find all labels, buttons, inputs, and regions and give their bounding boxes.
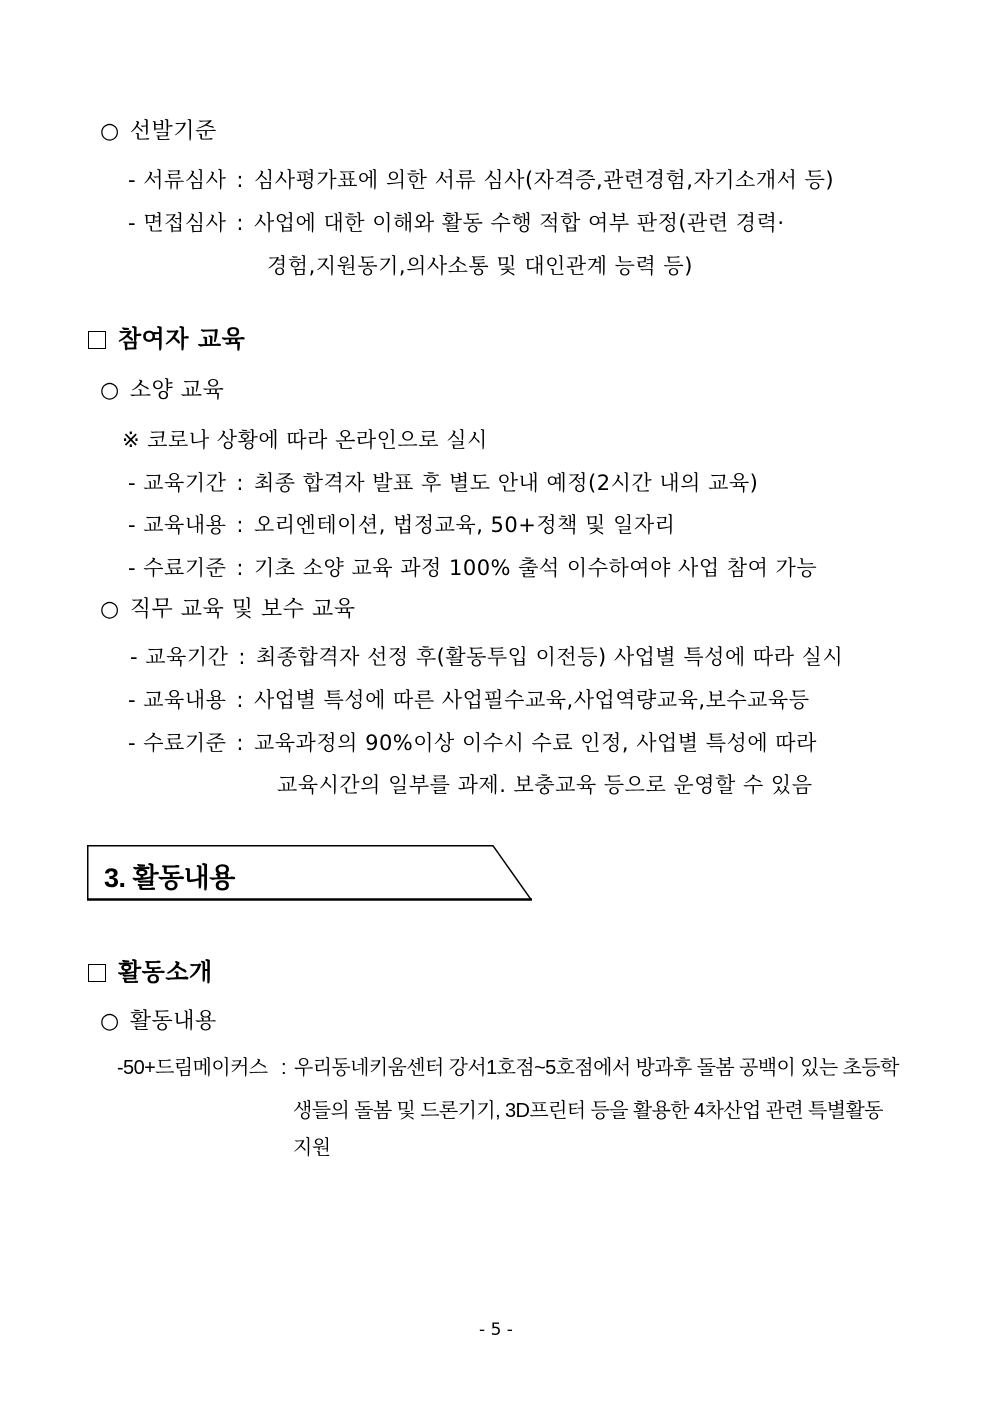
heading-text: 선발기준 bbox=[129, 119, 217, 144]
item-label: - 수료기준 bbox=[128, 731, 227, 755]
item-text: 오리엔테이션, 법정교육, 50+정책 및 일자리 bbox=[253, 513, 676, 537]
heading-text: 직무 교육 및 보수 교육 bbox=[129, 597, 356, 622]
checkbox-square-icon bbox=[88, 331, 106, 349]
item-text: 사업별 특성에 따른 사업필수교육,사업역량교육,보수교육등 bbox=[253, 688, 810, 712]
heading-text: 활동내용 bbox=[129, 1009, 217, 1034]
item-label: - 교육기간 bbox=[128, 471, 227, 495]
basic-education-note: ※ 코로나 상황에 따라 온라인으로 실시 bbox=[122, 428, 488, 452]
item-label: - 서류심사 bbox=[128, 168, 227, 192]
item-label: -50+드림메이커스 bbox=[117, 1057, 268, 1079]
colon: : bbox=[236, 731, 244, 755]
colon: : bbox=[281, 1057, 286, 1079]
selection-criteria-heading bbox=[100, 118, 217, 146]
job-education-completion bbox=[128, 729, 817, 757]
page-number: - 5 - bbox=[479, 1320, 513, 1340]
criteria-item-interview-continuation: 경험,지원동기,의사소통 및 대인관계 능력 등) bbox=[267, 254, 693, 278]
colon: : bbox=[236, 211, 244, 235]
job-education-completion-continuation: 교육시간의 일부를 과제. 보충교육 등으로 운영할 수 있음 bbox=[277, 773, 813, 797]
item-text: 교육과정의 90%이상 이수시 수료 인정, 사업별 특성에 따라 bbox=[253, 731, 817, 755]
basic-education-content bbox=[128, 511, 675, 539]
circle-bullet-icon: ○ bbox=[100, 1009, 120, 1034]
section-3-title: 3. 활동내용 bbox=[104, 863, 235, 893]
job-education-period bbox=[130, 643, 843, 671]
item-label: - 교육내용 bbox=[128, 688, 227, 712]
basic-education-period bbox=[128, 469, 758, 497]
criteria-item-interview bbox=[128, 209, 785, 237]
activity-text-line-2: 생들의 돌봄 및 드론기기, 3D프린터 등을 활용한 4차산업 관련 특별활동 bbox=[293, 1100, 883, 1122]
activity-text-line-3: 지원 bbox=[293, 1137, 331, 1159]
heading-text: 참여자 교육 bbox=[118, 325, 246, 353]
job-education-heading bbox=[100, 596, 355, 624]
activity-item-dreammakers bbox=[117, 1054, 899, 1082]
item-text: 기초 소양 교육 과정 100% 출석 이수하여야 사업 참여 가능 bbox=[253, 556, 818, 580]
item-label: - 교육내용 bbox=[128, 513, 227, 537]
heading-text: 활동소개 bbox=[118, 958, 213, 986]
colon: : bbox=[238, 645, 246, 669]
colon: : bbox=[236, 688, 244, 712]
item-text: 심사평가표에 의한 서류 심사(자격증,관련경험,자기소개서 등) bbox=[253, 168, 835, 192]
section-3-banner bbox=[87, 845, 533, 901]
circle-bullet-icon: ○ bbox=[100, 119, 120, 144]
colon: : bbox=[236, 556, 244, 580]
criteria-item-document bbox=[128, 166, 834, 194]
activity-content-heading bbox=[100, 1008, 217, 1036]
basic-education-heading bbox=[100, 377, 224, 405]
checkbox-square-icon bbox=[88, 964, 106, 982]
item-label: - 수료기준 bbox=[128, 556, 227, 580]
colon: : bbox=[236, 168, 244, 192]
item-text: 우리동네키움센터 강서1호점~5호점에서 방과후 돌봄 공백이 있는 초등학 bbox=[293, 1057, 899, 1079]
basic-education-completion bbox=[128, 554, 817, 582]
item-text: 사업에 대한 이해와 활동 수행 적합 여부 판정(관련 경력· bbox=[253, 211, 785, 235]
colon: : bbox=[236, 471, 244, 495]
colon: : bbox=[236, 513, 244, 537]
item-label: - 교육기간 bbox=[130, 645, 229, 669]
item-text: 최종합격자 선정 후(활동투입 이전등) 사업별 특성에 따라 실시 bbox=[255, 645, 844, 669]
heading-text: 소양 교육 bbox=[129, 378, 225, 403]
circle-bullet-icon: ○ bbox=[100, 597, 120, 622]
job-education-content bbox=[128, 686, 810, 714]
item-text: 최종 합격자 발표 후 별도 안내 예정(2시간 내의 교육) bbox=[253, 471, 759, 495]
circle-bullet-icon: ○ bbox=[100, 378, 120, 403]
item-label: - 면접심사 bbox=[128, 211, 227, 235]
activity-intro-heading bbox=[88, 958, 213, 986]
participant-education-heading bbox=[88, 325, 245, 353]
